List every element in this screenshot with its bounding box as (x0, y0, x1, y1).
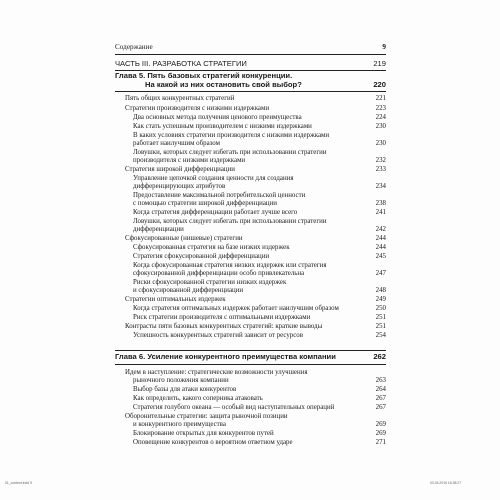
toc-entry-page: 241 (375, 209, 386, 216)
toc-entry-title: Управление цепочкой создания ценности для создания (133, 175, 294, 182)
toc-entry-title: дифференциации (133, 226, 184, 233)
toc-entry-title: Когда стратегия оптимальных издержек работает наилучшим образом (133, 305, 339, 312)
toc-entry-title: Оповещение конкурентов о вероятном ответном ударе (133, 439, 293, 446)
toc-part-label: ЧАСТЬ III. РАЗРАБОТКА СТРАТЕГИИ (115, 59, 247, 68)
toc-entry-page: 230 (375, 140, 386, 147)
toc-entry-page: 254 (375, 332, 386, 339)
footer-timestamp: 03.04.2015 16:38:27 (430, 481, 462, 485)
toc-entry-page: 264 (375, 386, 386, 393)
toc-entry-page: 247 (375, 270, 386, 277)
toc-entry-title: Стратегия сфокусированной дифференциации (133, 253, 270, 260)
toc-entry-page: 224 (375, 114, 386, 121)
toc-entry-title: Сфокусированная стратегия на базе низких издержек (133, 244, 290, 251)
toc-entry-page: 263 (375, 377, 386, 384)
toc-entry-title: Стратегия голубого океана — особый вид наступательных операций (133, 404, 335, 411)
toc-entry-page: 249 (375, 296, 386, 303)
toc-entry-title: Контрасты пяти базовых конкурентных стратегий: краткие выводы (125, 323, 323, 330)
toc-entry-page: 238 (375, 200, 386, 207)
toc-entry-title: Риски сфокусированной стратегии низких издержек (133, 279, 287, 286)
toc-entry-page: 269 (375, 430, 386, 437)
toc-entry-title: Как стать успешным производителем с низкими издержками (133, 123, 312, 130)
toc-chapter5-page: 220 (373, 80, 386, 89)
toc-entry-page: 248 (375, 287, 386, 294)
toc-entry-title: Стратегии оптимальных издержек (125, 296, 226, 303)
toc-entry-title: производителя с низкими издержками (133, 157, 246, 164)
toc-entry-title: рыночного положения компании (133, 377, 229, 384)
header-rule (115, 54, 386, 55)
chapter5-rule (115, 91, 386, 92)
toc-entry-page: 267 (375, 404, 386, 411)
toc-entry-title: работает наилучшим образом (133, 140, 220, 147)
toc-entry-title: Два основных метода получения ценового преимущества (133, 114, 302, 121)
toc-entry-title: Как определить, какого соперника атаковать (133, 395, 263, 402)
toc-entry-title: сфокусированной дифференциации особо привлекательна (133, 270, 305, 277)
toc-entry-page: 230 (375, 123, 386, 130)
toc-entry-title: Блокирование открытых для конкурентов путей (133, 430, 274, 437)
toc-part-page: 219 (373, 59, 386, 68)
toc-entry-page: 242 (375, 226, 386, 233)
running-head-page-number: 9 (382, 43, 386, 51)
toc-entry-page: 245 (375, 253, 386, 260)
toc-entry-title: Когда стратегия дифференциации работает лучше всего (133, 209, 298, 216)
toc-entry-title: Идем в наступление: стратегические возможности улучшения (125, 369, 308, 376)
toc-entry-title: Риск стратегии производителя с оптимальными издержками (133, 314, 311, 321)
toc-entry-title: дифференцирующих атрибутов (133, 183, 226, 190)
toc-entry-title: Ловушки, которых следует избегать при использовании стратегии (133, 218, 327, 225)
toc-entry-title: Выбор базы для атаки конкурентов (133, 386, 237, 393)
toc-entry-title: и сфокусированной дифференциации (133, 287, 244, 294)
toc-entry-page: 251 (375, 323, 386, 330)
toc-entry-page: 233 (375, 166, 386, 173)
toc-entry-title: и конкурентного преимущества (133, 421, 226, 428)
toc-entry-page: 223 (375, 105, 386, 112)
toc-entry-title: Оборонительные стратегии: защита рыночной позиции (125, 413, 288, 420)
toc-entry-page: 267 (375, 395, 386, 402)
toc-chapter6-title: Глава 6. Усиление конкурентного преимущества компании (115, 352, 336, 361)
toc-entry-title: В каких условиях стратегии производителя с низкими издержками (133, 132, 330, 139)
toc-chapter5-title-line1: Глава 5. Пять базовых стратегий конкуренции. (115, 71, 293, 80)
toc-entry-page: 269 (375, 421, 386, 428)
footer-file: 01_content.indd 9 (5, 481, 32, 485)
toc-entry-title: Сфокусированные (нишевые) стратегии (125, 235, 243, 242)
toc-entry-page: 251 (375, 314, 386, 321)
toc-entry-title: Стратегии производителя с низкими издержками (125, 105, 270, 112)
toc-entry-page: 234 (375, 183, 386, 190)
toc-entry-page: 244 (375, 244, 386, 251)
toc-entry-title: Предоставление максимальной потребительской ценности (133, 192, 306, 199)
chapter6-rule-top (115, 350, 386, 351)
toc-chapter6-page: 262 (373, 352, 386, 361)
toc-entry-page: 244 (375, 235, 386, 242)
toc-entry-title: с помощью стратегии широкой дифференциации (133, 200, 277, 207)
toc-chapter5-title-line2: На какой из них остановить свой выбор? (145, 80, 302, 89)
toc-entry-title: Когда сфокусированная стратегия низких издержек или стратегия (133, 262, 327, 269)
toc-entry-page: 221 (375, 95, 386, 102)
chapter6-rule-bottom (115, 364, 386, 365)
toc-entry-title: Пять общих конкурентных стратегий (125, 95, 235, 102)
toc-entry-page: 232 (375, 157, 386, 164)
toc-entry-title: Успешность конкурентных стратегий зависит от ресурсов (133, 332, 303, 339)
toc-entry-title: Ловушки, которых следует избегать при использовании стратегии (133, 149, 327, 156)
toc-entry-title: Стратегия широкой дифференциации (125, 166, 235, 173)
toc-entry-page: 250 (375, 305, 386, 312)
running-head-title: Содержание (115, 43, 153, 51)
toc-entry-page: 271 (375, 439, 386, 446)
